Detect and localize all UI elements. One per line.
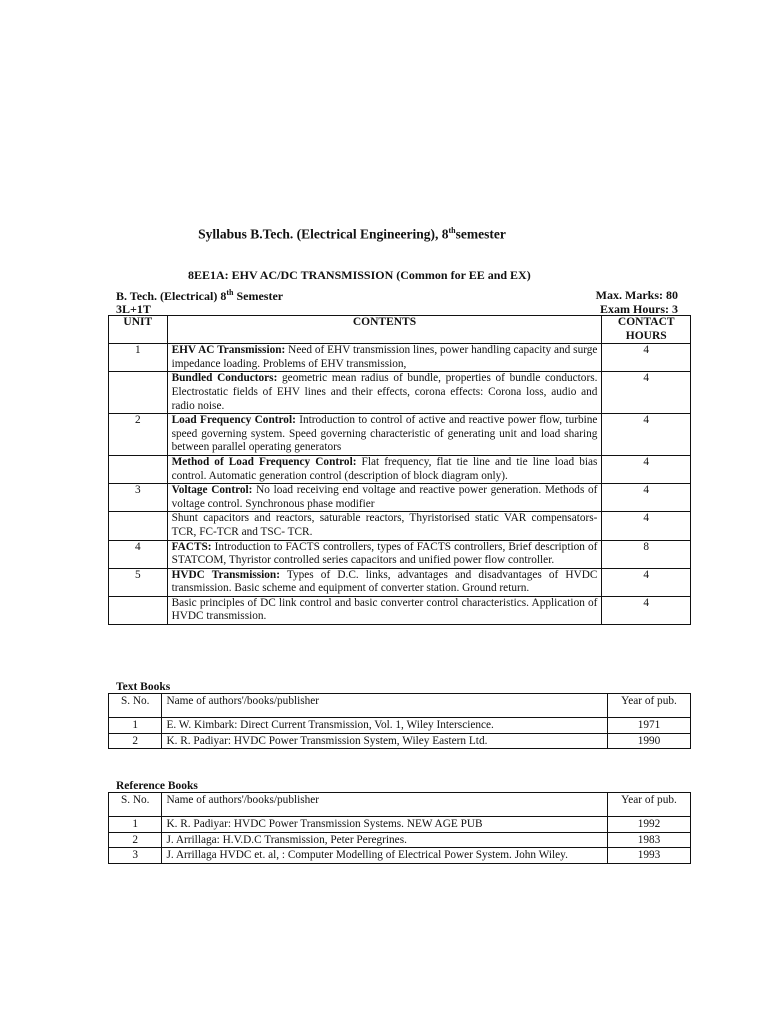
syllabus-table (108, 315, 691, 625)
contents-cell (167, 540, 602, 568)
syllabus-row (109, 372, 691, 414)
topic-text: geometric mean radius of bundle, properties of bundle conductors. Electrostatic fields of EHV lines and their effects, corona effects: Corona loss, audio and radio noise. (171, 372, 598, 412)
hours-cell: 4 (602, 414, 691, 456)
title-tail: semester (455, 226, 506, 242)
topic-heading: Method of Load Frequency Control: (171, 455, 357, 468)
year-cell: 1971 (608, 718, 691, 734)
column-header: S. No. (109, 694, 162, 718)
book-name-cell: J. Arrillaga HVDC et. al, : Computer Modelling of Electrical Power System. John Wiley. (162, 848, 608, 864)
topic-text: Introduction to FACTS controllers, types of FACTS controllers, Brief description of STATCOM, Thyristor controlled series capacitors and unified power flow controller. (171, 540, 598, 567)
hours-cell: 4 (602, 512, 691, 540)
unit-cell (109, 372, 168, 414)
unit-cell: 2 (109, 414, 168, 456)
column-header: S. No. (109, 793, 162, 817)
hours-cell: 4 (602, 596, 691, 624)
unit-cell: 5 (109, 568, 168, 596)
topic-heading: EHV AC Transmission: (171, 344, 286, 357)
topic-heading: HVDC Transmission: (171, 568, 280, 581)
column-header: CONTACT HOURS (602, 316, 691, 344)
program-text: B. Tech. (Electrical) 8 (116, 289, 227, 303)
unit-cell: 4 (109, 540, 168, 568)
hours-cell: 4 (602, 568, 691, 596)
program-tail: Semester (233, 289, 284, 303)
topic-heading: Bundled Conductors: (171, 372, 278, 385)
title-text: Syllabus B.Tech. (Electrical Engineering), 8 (198, 226, 449, 242)
topic-text: Introduction to control of active and reactive power flow, turbine speed governing system. Speed governing characteristic of generating unit and load sharing between parallel operating generators (171, 414, 598, 454)
program-superscript: th (226, 288, 234, 297)
serial-cell: 2 (109, 733, 162, 749)
unit-cell: 3 (109, 484, 168, 512)
table-row (109, 718, 691, 734)
contents-cell (167, 568, 602, 596)
syllabus-row (109, 484, 691, 512)
year-cell: 1983 (608, 832, 691, 848)
column-header: Name of authors'/books/publisher (162, 694, 608, 718)
table-row (109, 733, 691, 749)
topic-text: Need of EHV transmission lines, power handling capacity and surge impedance loading. Problems of EHV transmission, (171, 344, 598, 370)
table-row (109, 848, 691, 864)
table-row (109, 832, 691, 848)
topic-text: Flat frequency, flat tie line and tie line load bias control. Automatic generation control (description of block diagram only). (171, 455, 598, 482)
book-name-cell: K. R. Padiyar: HVDC Power Transmission System, Wiley Eastern Ltd. (162, 733, 608, 749)
hours-cell: 4 (602, 484, 691, 512)
column-header: Year of pub. (608, 694, 691, 718)
column-header: Name of authors'/books/publisher (162, 793, 608, 817)
contents-cell (167, 484, 602, 512)
syllabus-row (109, 596, 691, 624)
max-marks: Max. Marks: 80 (595, 288, 678, 302)
table-header-row (109, 694, 691, 718)
column-header: UNIT (109, 316, 168, 344)
unit-cell: 1 (109, 344, 168, 372)
unit-cell (109, 455, 168, 483)
text-books-table (108, 693, 691, 749)
topic-text: No load receiving end voltage and reactive power generation. Methods of voltage control. Synchronous phase modifier (171, 484, 598, 510)
topic-text: Shunt capacitors and reactors, saturable reactors, Thyristorised static VAR compensators- TCR, FC-TCR and TSC- TCR. (171, 512, 598, 538)
topic-text: Types of D.C. links, advantages and disadvantages of HVDC transmission. Basic scheme and equipment of converter station. Ground return. (171, 568, 598, 595)
title-superscript: th (448, 226, 456, 235)
topic-heading: Voltage Control: (171, 484, 253, 497)
contents-cell (167, 344, 602, 372)
year-cell: 1990 (608, 733, 691, 749)
syllabus-row (109, 455, 691, 483)
contents-cell (167, 596, 602, 624)
year-cell: 1992 (608, 817, 691, 833)
serial-cell: 1 (109, 718, 162, 734)
contents-cell (167, 372, 602, 414)
syllabus-row (109, 568, 691, 596)
year-cell: 1993 (608, 848, 691, 864)
reference-books-table (108, 792, 691, 864)
hours-cell: 4 (602, 455, 691, 483)
unit-cell (109, 596, 168, 624)
syllabus-row (109, 414, 691, 456)
page-title (0, 226, 768, 243)
serial-cell: 1 (109, 817, 162, 833)
hours-cell: 8 (602, 540, 691, 568)
book-name-cell: K. R. Padiyar: HVDC Power Transmission Systems. NEW AGE PUB (162, 817, 608, 833)
unit-cell (109, 512, 168, 540)
exam-hours: Exam Hours: 3 (600, 302, 678, 316)
book-name-cell: E. W. Kimbark: Direct Current Transmission, Vol. 1, Wiley Interscience. (162, 718, 608, 734)
topic-text: Basic principles of DC link control and basic converter control characteristics. Application of HVDC transmission. (171, 596, 598, 623)
syllabus-row (109, 512, 691, 540)
lecture-tutorial: 3L+1T (116, 302, 151, 316)
text-books-label: Text Books (116, 681, 171, 693)
serial-cell: 3 (109, 848, 162, 864)
column-header: CONTENTS (167, 316, 602, 344)
contents-cell (167, 512, 602, 540)
course-title: 8EE1A: EHV AC/DC TRANSMISSION (Common for EE and EX) (188, 268, 531, 282)
syllabus-row (109, 540, 691, 568)
contents-cell (167, 455, 602, 483)
column-header: Year of pub. (608, 793, 691, 817)
table-row (109, 817, 691, 833)
book-name-cell: J. Arrillaga: H.V.D.C Transmission, Peter Peregrines. (162, 832, 608, 848)
topic-heading: FACTS: (171, 540, 212, 553)
syllabus-header-row (109, 316, 691, 344)
hours-cell: 4 (602, 344, 691, 372)
reference-books-label: Reference Books (116, 780, 198, 792)
table-header-row (109, 793, 691, 817)
hours-cell: 4 (602, 372, 691, 414)
syllabus-row (109, 344, 691, 372)
topic-heading: Load Frequency Control: (171, 414, 296, 427)
serial-cell: 2 (109, 832, 162, 848)
contents-cell (167, 414, 602, 456)
